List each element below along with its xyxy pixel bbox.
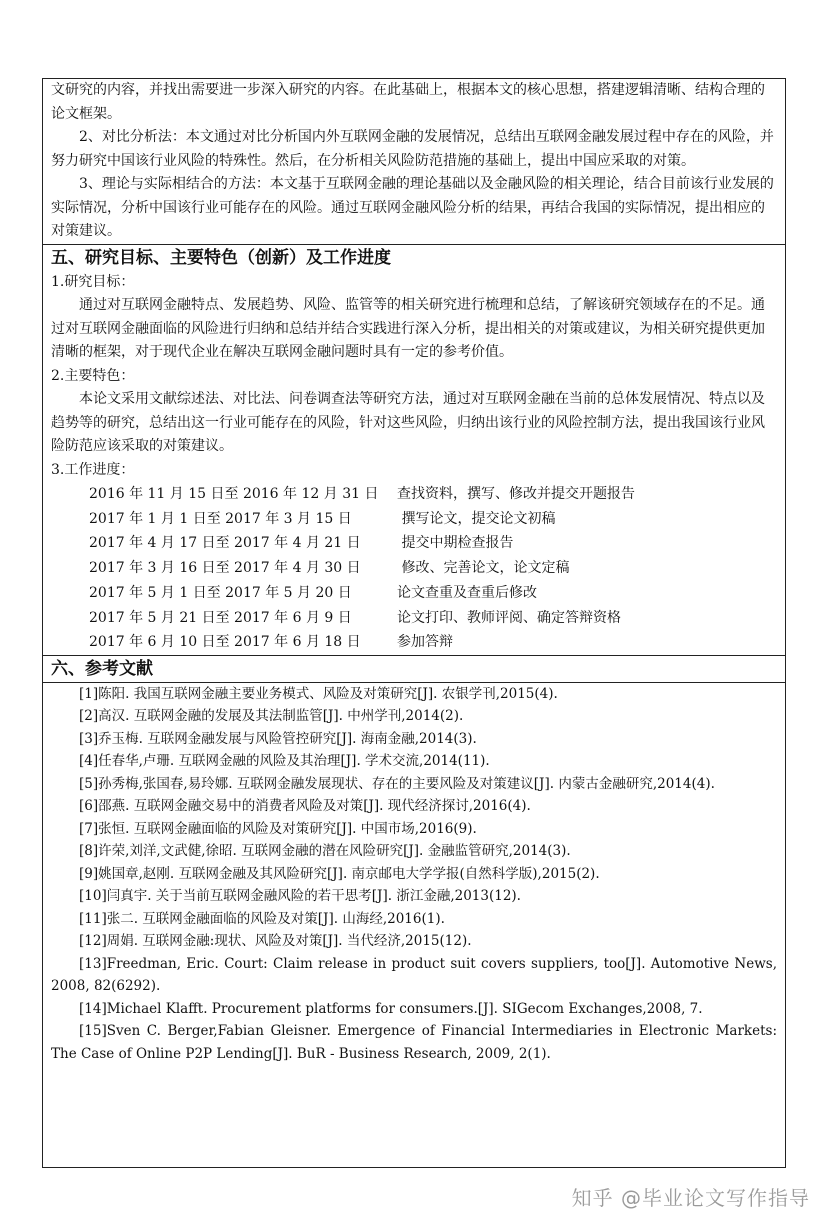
reference-item: [5]孙秀梅,张国春,易玲娜. 互联网金融发展现状、存在的主要风险及对策建议[J]. 内蒙古金融研究,2014(4).: [79, 775, 715, 792]
goals-section: [43, 245, 785, 656]
schedule-date: 2017 年 6 月 10 日至 2017 年 6 月 18 日: [89, 634, 361, 651]
reference-item: [8]许荣,刘洋,文武健,徐昭. 互联网金融的潜在风险研究[J]. 金融监管研究,2014(3).: [79, 843, 571, 860]
reference-item: [4]任春华,卢珊. 互联网金融的风险及其治理[J]. 学术交流,2014(11).: [79, 753, 490, 770]
reference-item: [12]周娟. 互联网金融:现状、风险及对策[J]. 当代经济,2015(12).: [79, 933, 472, 950]
reference-item: [2]高汉. 互联网金融的发展及其法制监管[J]. 中州学刊,2014(2).: [79, 708, 464, 725]
schedule-label: 3.工作进度：: [51, 461, 135, 478]
methods-para-3: 3、理论与实际相结合的方法：本文基于互联网金融的理论基础以及金融风险的相关理论，结合目前该行业发展的实际情况，分析中国该行业可能存在的风险。通过互联网金融风险分析的结果，再结合我国的实际情况，提出相应的对策建议。: [51, 176, 774, 239]
schedule-row: [89, 581, 777, 606]
schedule-task: 论文查重及查重后修改: [397, 584, 537, 601]
zhihu-watermark: 知乎 @毕业论文写作指导: [571, 1186, 810, 1210]
schedule-row: [89, 606, 777, 631]
schedule-task: 修改、完善论文，论文定稿: [397, 560, 570, 577]
reference-item: [13]Freedman, Eric. Court: Claim release in product suit covers suppliers, too[J]. Automotive News, 2008, 82(6292).: [51, 955, 777, 995]
feature-text: 本论文采用文献综述法、对比法、问卷调查法等研究方法，通过对互联网金融在当前的总体发展情况、特点以及趋势等的研究，总结出这一行业可能存在的风险，针对这些风险，归纳出该行业的风险控制方法，提出我国该行业风险防范应该采取的对策建议。: [51, 391, 765, 454]
form-table: [42, 78, 786, 1168]
schedule-row: [89, 531, 777, 556]
schedule-row: [89, 630, 777, 655]
goal-text: 通过对互联网金融特点、发展趋势、风险、监管等的相关研究进行梳理和总结，了解该研究领域存在的不足。通过对互联网金融面临的风险进行归纳和总结并结合实践进行深入分析，提出相关的对策或建议，为相关研究提供更加清晰的框架，对于现代企业在解决互联网金融问题时具有一定的参考价值。: [51, 297, 765, 360]
feature-label: 2.主要特色：: [51, 367, 135, 384]
reference-item: [6]邵燕. 互联网金融交易中的消费者风险及对策[J]. 现代经济探讨,2016(4).: [79, 798, 531, 815]
schedule-list: [51, 482, 777, 655]
schedule-row: [89, 507, 777, 532]
reference-item: [15]Sven C. Berger,Fabian Gleisner. Emergence of Financial Intermediaries in Electronic Markets: The Case of Online P2P Lending[J]. BuR - Business Research, 2009, 2(1).: [51, 1023, 777, 1062]
references-section: [43, 656, 785, 1066]
schedule-date: 2017 年 5 月 1 日至 2017 年 5 月 20 日: [89, 584, 352, 601]
section-6-title: 六、参考文献: [43, 656, 785, 683]
goal-label: 1.研究目标：: [51, 273, 135, 290]
schedule-date: 2017 年 1 月 1 日至 2017 年 3 月 15 日: [89, 510, 352, 527]
schedule-task: 论文打印、教师评阅、确定答辩资格: [397, 609, 621, 626]
reference-item: [14]Michael Klafft. Procurement platforms for consumers.[J]. SIGecom Exchanges,2008, 7.: [79, 1000, 703, 1017]
reference-item: [10]闫真宇. 关于当前互联网金融风险的若干思考[J]. 浙江金融,2013(12).: [79, 888, 521, 905]
section-5-title: 五、研究目标、主要特色（创新）及工作进度: [51, 247, 391, 268]
methods-para-0: 文研究的内容，并找出需要进一步深入研究的内容。在此基础上，根据本文的核心思想，搭建逻辑清晰、结构合理的论文框架。: [51, 82, 765, 122]
schedule-row: [89, 482, 777, 507]
reference-item: [3]乔玉梅. 互联网金融发展与风险管控研究[J]. 海南金融,2014(3).: [79, 730, 477, 747]
schedule-date: 2016 年 11 月 15 日至 2016 年 12 月 31 日: [89, 486, 379, 502]
schedule-date: 2017 年 4 月 17 日至 2017 年 4 月 21 日: [89, 535, 361, 552]
schedule-task: 撰写论文，提交论文初稿: [397, 510, 556, 527]
schedule-task: 提交中期检查报告: [397, 535, 514, 552]
schedule-date: 2017 年 5 月 21 日至 2017 年 6 月 9 日: [89, 609, 352, 626]
references-list: [51, 683, 777, 1066]
reference-item: [1]陈阳. 我国互联网金融主要业务模式、风险及对策研究[J]. 农银学刊,2015(4).: [79, 685, 558, 702]
schedule-task: 查找资料，撰写、修改并提交开题报告: [397, 486, 635, 502]
schedule-task: 参加答辩: [397, 634, 453, 651]
reference-item: [7]张恒. 互联网金融面临的风险及对策研究[J]. 中国市场,2016(9).: [79, 820, 477, 837]
schedule-row: [89, 556, 777, 581]
schedule-date: 2017 年 3 月 16 日至 2017 年 4 月 30 日: [89, 560, 361, 577]
methods-para-2: 2、对比分析法：本文通过对比分析国内外互联网金融的发展情况，总结出互联网金融发展过程中存在的风险，并努力研究中国该行业风险的特殊性。然后，在分析相关风险防范措施的基础上，提出中国应采取的对策。: [51, 129, 774, 169]
methods-section: [43, 79, 785, 245]
reference-item: [11]张二. 互联网金融面临的风险及对策[J]. 山海经,2016(1).: [79, 910, 445, 927]
reference-item: [9]姚国章,赵刚. 互联网金融及其风险研究[J]. 南京邮电大学学报(自然科学版),2015(2).: [79, 865, 600, 882]
